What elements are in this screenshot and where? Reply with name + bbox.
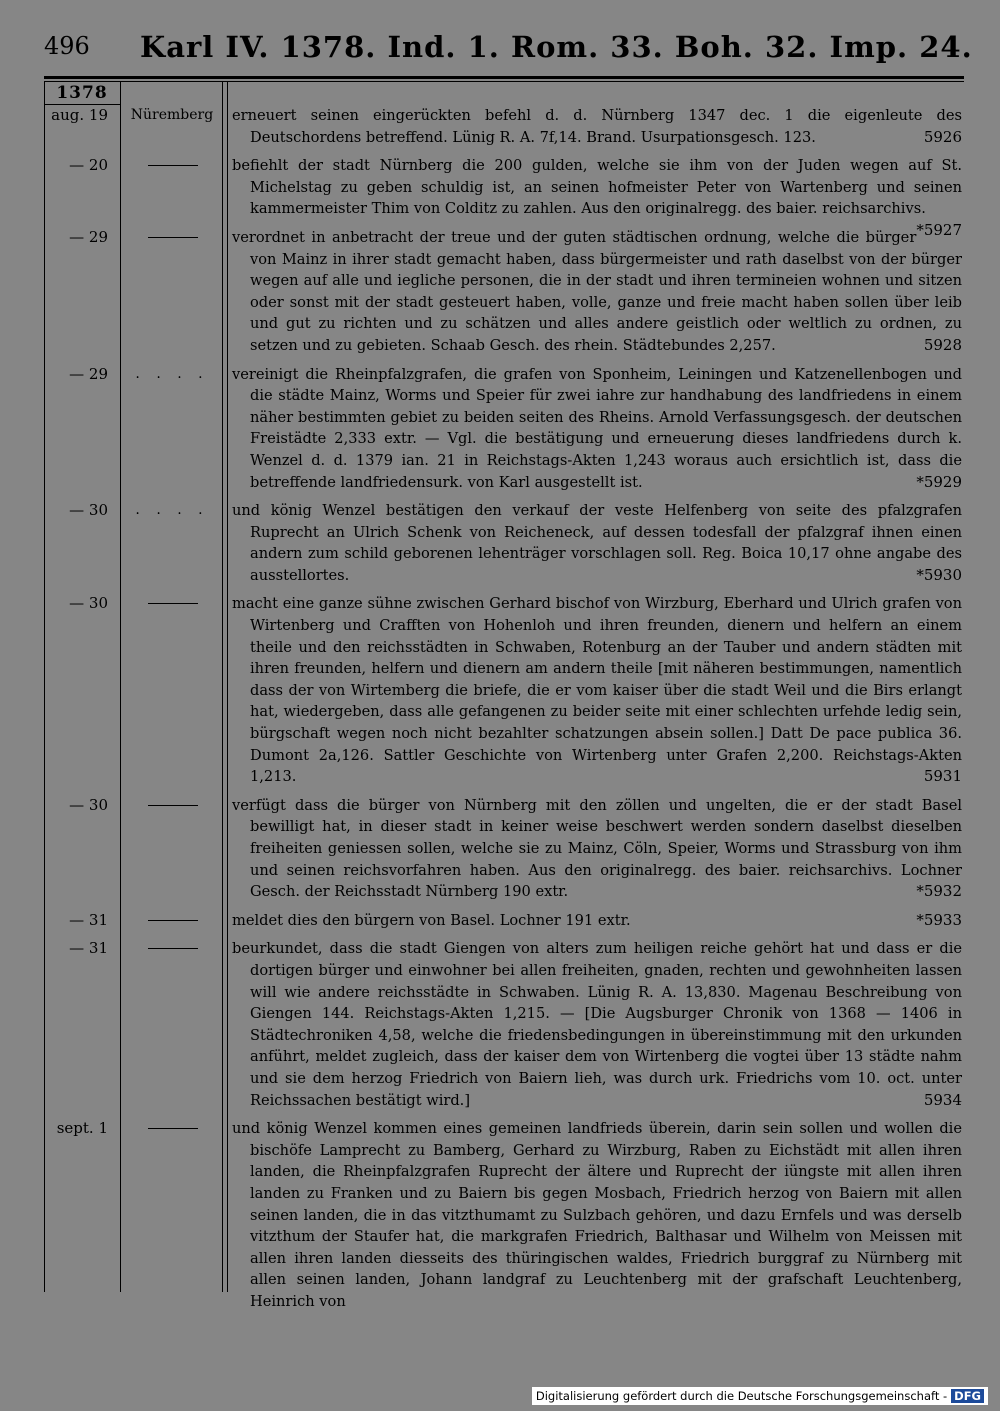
header-rule xyxy=(44,76,964,79)
entry-text-block xyxy=(232,593,962,787)
entry-number: *5932 xyxy=(916,882,962,901)
entry-text-block xyxy=(232,910,962,932)
entry-text-block xyxy=(232,364,962,494)
regesta-list xyxy=(44,105,964,1319)
running-title: Karl IV. 1378. Ind. 1. Rom. 33. Boh. 32. Imp. 24. xyxy=(140,30,973,64)
entry-date: sept. 1 xyxy=(56,1119,108,1138)
entry-place-ditto xyxy=(148,948,198,949)
entry-date: — 30 xyxy=(69,795,108,814)
entry-number: 5934 xyxy=(923,1090,962,1109)
entry-date: — 30 xyxy=(69,594,108,613)
entry-text: verordnet in anbetracht der treue und der guten städtischen ordnung, welche die bürger von Mainz in ihrer stadt gemacht haben, dass bürgermeister und rath daselbst von der bürger wegen auf alle und iegliche personen, die in der stadt und ihren termineien wohnen und sitzen oder sonst mit der stadt gesteuert haben, volle, ganze und freie macht haben sollen über leib und gut zu richten und zu schätzen und alles andere geistlich oder weltlich zu ordnen, zu setzen und zu gebieten. Schaab Gesch. des rhein. Städtebundes 2,257. xyxy=(232,228,962,354)
regest-entry xyxy=(44,938,964,1111)
entry-date: — 20 xyxy=(69,156,108,175)
regest-entry xyxy=(44,593,964,787)
entry-place: Nüremberg xyxy=(130,107,214,123)
dfg-logo: DFG xyxy=(951,1389,984,1403)
entry-date: — 30 xyxy=(69,501,108,520)
header-rule-thin xyxy=(44,81,964,82)
entry-text-block xyxy=(232,105,962,148)
entry-date: — 31 xyxy=(69,939,108,958)
regest-entry xyxy=(44,500,964,586)
regest-entry xyxy=(44,105,964,148)
entry-number: *5930 xyxy=(916,565,962,584)
regest-entry xyxy=(44,910,964,932)
entry-place-ditto xyxy=(148,920,198,921)
entry-text-block xyxy=(232,1118,962,1312)
entry-text: beurkundet, dass die stadt Giengen von alters zum heiligen reiche gehört hat und dass er die dortigen bürger und einwohner bei allen freiheiten, gnaden, rechten und gewohnheiten lassen will wie andere reichsstädte in Schwaben. Lünig R. A. 13,830. Magenau Beschreibung von Giengen 144. Reichstags-Akten 1,215. — [Die Augsburger Chronik von 1368 — 1406 in Städtechroniken 4,58, welche die friedensbedingungen in übereinstimmung mit den urkunden anführt, meldet zugleich, dass der kaiser dem von Wirtenberg die vogtei über 13 städte nahm und sie dem herzog Friedrich von Baiern lieh, was durch urk. Friedrichs vom 10. oct. unter Reichssachen bestätigt wird.] xyxy=(232,940,962,1109)
entry-text: macht eine ganze sühne zwischen Gerhard bischof von Wirzburg, Eberhard und Ulrich grafen von Wirtenberg und Crafften von Hohenloh und ihren freunden, dienern und helfern an einem theile und den reichsstädten in Schwaben, Rotenburg an der Tauber und andern städten mit ihren freunden, helfern und dienern am andern theile [mit näheren bestimmungen, namentlich dass der von Wirtemberg die briefe, die er vom kaiser über die stadt Weil und die Birs erlangt hat, wiedergeben, dass alle gefangenen zu beider seite mit einer schlechten urfehde ledig sein, bürgschaft wegen noch nicht bezahlter schatzungen absein sollen.] Datt De pace publica 36. Dumont 2a,126. Sattler Geschichte von Wirtenberg unter Grafen 2,200. Reichstags-Akten 1,213. xyxy=(232,595,962,786)
page-number: 496 xyxy=(44,32,90,60)
entry-text-block xyxy=(232,938,962,1111)
entry-place-ditto xyxy=(148,1128,198,1129)
entry-number: 5931 xyxy=(923,767,962,786)
footer-credit xyxy=(532,1387,988,1405)
regest-entry xyxy=(44,364,964,494)
entry-number: 5928 xyxy=(923,335,962,354)
entry-text-block xyxy=(232,155,962,239)
regest-entry xyxy=(44,1118,964,1312)
year-heading: 1378 xyxy=(44,82,120,105)
entry-text: meldet dies den bürgern von Basel. Lochner 191 extr. xyxy=(232,911,631,929)
entry-text-block xyxy=(232,500,962,586)
entry-place: . . . . xyxy=(135,502,209,519)
entry-place-ditto xyxy=(148,237,198,238)
entry-text: befiehlt der stadt Nürnberg die 200 gulden, welche sie ihm von der Juden wegen auf St. Michelstag zu geben schuldig ist, an seinen hofmeister Peter von Wartenberg und seinen kammermeister Thim von Colditz zu zahlen. Aus den originalregg. des baier. reichsarchivs. xyxy=(232,157,962,218)
page-header xyxy=(44,30,973,70)
entry-text: und könig Wenzel kommen eines gemeinen landfrieds überein, darin sein sollen und wollen die bischöfe Lamprecht zu Bamberg, Gerhard zu Wirzburg, Raben zu Eichstädt mit allen ihren landen, die Rheinpfalzgrafen Ruprecht der ältere und Ruprecht der iüngste mit allen ihren landen zu Franken und zu Baiern bis gegen Mosbach, Friedrich herzog von Baiern mit allen seinen landen, die in das vitzthumamt zu Sulzbach gehören, und dazu Ernfels und was derselb vitzthum der Staufer hat, die markgrafen Friedrich, Balthasar und Wilhelm von Meissen mit allen ihren landen diesseits des thüringischen waldes, Friedrich burggraf zu Nürnberg mit allen seinen landen, Johann landgraf zu Leuchtenberg mit der grafschaft Leuchtenberg, Heinrich von xyxy=(232,1120,962,1310)
regest-entry xyxy=(44,227,964,357)
entry-place-ditto xyxy=(148,165,198,166)
entry-place: . . . . xyxy=(135,365,209,382)
entry-number: *5927 xyxy=(916,220,962,239)
entry-date: — 29 xyxy=(69,227,108,246)
entry-date: aug. 19 xyxy=(51,106,108,124)
entry-date: — 31 xyxy=(69,910,108,929)
regest-entry xyxy=(44,795,964,903)
entry-text: vereinigt die Rheinpfalzgrafen, die grafen von Sponheim, Leiningen und Katzenellenbogen und die städte Mainz, Worms und Speier für zwei iahre zur handhabung des landfriedens in einem näher bestimmten gebiet zu beiden seiten des Rheins. Arnold Verfassungsgesch. der deutschen Freistädte 2,333 extr. — Vgl. die bestätigung und erneuerung dieses landfriedens durch k. Wenzel d. d. 1379 ian. 21 in Reichstags-Akten 1,243 woraus auch ersichtlich ist, dass die betreffende landfriedensurk. von Karl ausgestellt ist. xyxy=(232,365,962,491)
entry-place-ditto xyxy=(148,805,198,806)
entry-number: 5926 xyxy=(923,127,962,146)
entry-number: *5933 xyxy=(916,910,962,929)
entry-number: *5929 xyxy=(916,472,962,491)
entry-text: und könig Wenzel bestätigen den verkauf der veste Helfenberg von seite des pfalzgrafen Ruprecht an Ulrich Schenk von Reicheneck, auf dessen todesfall der pfalzgraf ihnen einen andern zum schild geborenen lehenträger vorschlagen soll. Reg. Boica 10,17 ohne angabe des ausstellortes. xyxy=(232,502,962,584)
entry-date: — 29 xyxy=(69,364,108,383)
entry-place-ditto xyxy=(148,603,198,604)
entry-text: verfügt dass die bürger von Nürnberg mit den zöllen und ungelten, die er der stadt Basel bewilligt hat, in dieser stadt in keiner weise beschwert werden sondern daselbst dieselben freiheiten geniessen sollen, welche sie zu Mainz, Cöln, Speier, Worms und Strassburg von ihm und seinen reichsvorfahren haben. Aus den originalregg. des baier. reichsarchivs. Lochner Gesch. der Reichsstadt Nürnberg 190 extr. xyxy=(232,796,962,901)
entry-text-block xyxy=(232,795,962,903)
entry-text: erneuert seinen eingerückten befehl d. d. Nürnberg 1347 dec. 1 die eigenleute des Deutschordens betreffend. Lünig R. A. 7f,14. Brand. Usurpationsgesch. 123. xyxy=(232,107,962,146)
entry-text-block xyxy=(232,227,962,357)
footer-text: Digitalisierung gefördert durch die Deutsche Forschungsgemeinschaft - xyxy=(535,1389,948,1403)
